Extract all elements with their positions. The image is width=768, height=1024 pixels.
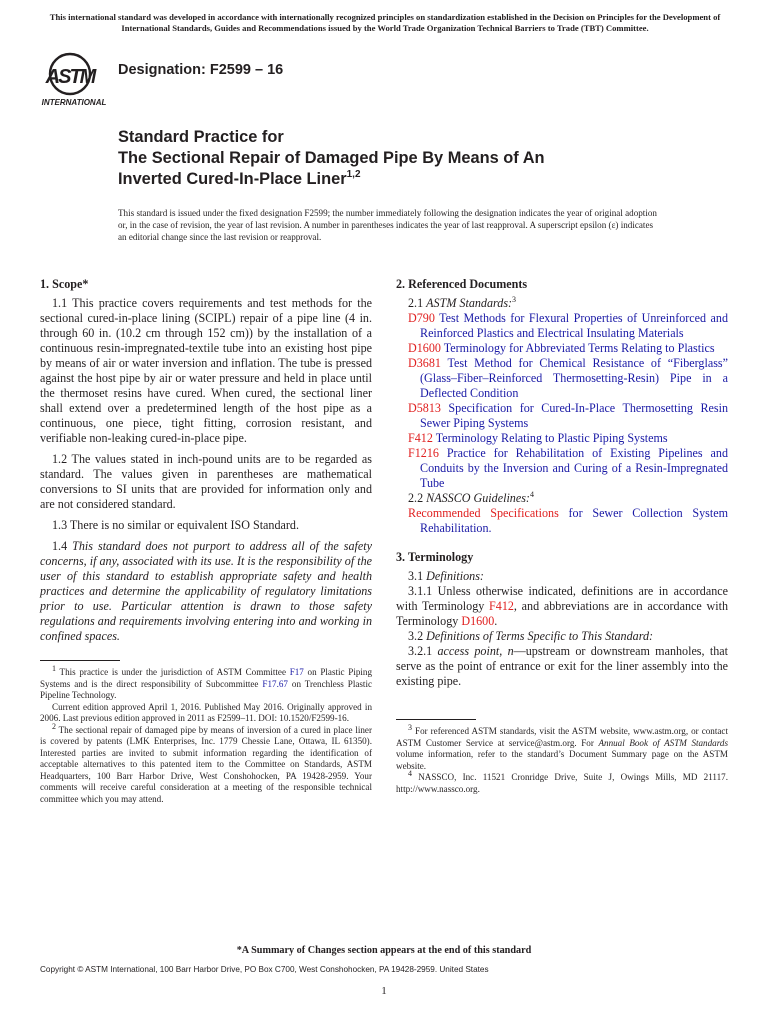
left-column: [40, 277, 372, 805]
scope-heading: 1. Scope*: [40, 277, 89, 291]
ref-nassco[interactable]: Recommended Specifications for Sewer Collection System Rehabilitation.: [408, 506, 728, 535]
footnotes-left: [40, 663, 373, 805]
scope-1-3: 1.3 There is no similar or equivalent ISO Standard.: [52, 518, 299, 532]
footnotes-right: [396, 722, 728, 795]
title-footnote-ref[interactable]: 1,2: [346, 169, 361, 180]
ref-d790[interactable]: D790 Test Methods for Flexural Properties of Unreinforced and Reinforced Plastics and Electrical Insulating Materials: [408, 311, 728, 340]
footnote-divider-right: [396, 719, 476, 720]
link-d1600[interactable]: D1600: [461, 614, 495, 628]
terminology-heading: 3. Terminology: [396, 550, 474, 564]
definitions-label: 3.1 Definitions:: [408, 569, 484, 583]
refdocs-heading: 2. Referenced Documents: [396, 277, 528, 291]
title-line-2: The Sectional Repair of Damaged Pipe By Means of An: [118, 149, 545, 167]
title-line-3: Inverted Cured-In-Place Liner$^{1,2}$: [118, 169, 361, 188]
footnote-1: $^1$ This practice is under the jurisdiction of ASTM Committee F17 on Plastic Piping Systems and is the direct responsibility of Subcommittee F17.67 on Trenchless Plastic Pipeline Technology.: [40, 663, 373, 700]
link-f412[interactable]: F412: [489, 599, 514, 613]
document-title: [118, 127, 545, 190]
footnote-4: $^4$ NASSCO, Inc. 11521 Cronridge Drive, Suite J, Owings Mills, MD 21117. http://www.nassco.org.: [396, 768, 728, 794]
svg-text:ASTM: ASTM: [45, 66, 95, 88]
ref-f412[interactable]: F412 Terminology Relating to Plastic Piping Systems: [408, 431, 668, 445]
footnote-divider: [40, 660, 120, 661]
footnote-2: $^2$ The sectional repair of damaged pipe by means of inversion of a cured in place liner is covered by patents (LMK Enterprises, Inc. 1779 Chessie Lane, Ottawa, IL 61350). Interested parties are invited to submit information regarding the identification of acceptable alternatives to this patented item to the Committee on Standards, ASTM Headquarters, 100 Barr Harbor Drive, West Conshohocken, PA 19428-2959. Your comments will receive careful consideration at a meeting of the responsible technical committee which you may attend.: [40, 721, 373, 804]
scope-1-1: 1.1 This practice covers requirements and test methods for the sectional cured-in-place lining (SCIPL) repair of a pipe line (4 in. through 60 in. (10.2 cm through 152 cm)) by the installation of a continuous resin-impregnated-textile tube into an existing host pipe by means of air or water inversion and inflation. The tube is pressed against the host pipe by air or water pressure and held in place until the thermoset resins have cured. When cured, the sectional liner shall extend over a predetermined length of the host pipe as a continuous, one piece, tight fitting, corrosion resistant, and verifiable non-leaking cured-in-place pipe.: [40, 296, 372, 445]
issuance-note: This standard is issued under the fixed designation F2599; the number immediately following the designation indicates the year of original adoption or, in the case of revision, the year of last revision. A number in parentheses indicates the year of last reapproval. A superscript epsilon (ε) indicates an editorial change since the last revision or reapproval.: [118, 208, 657, 242]
nassco-label: 2.2 NASSCO Guidelines:$^4$: [408, 489, 534, 505]
link-f17[interactable]: F17: [289, 667, 304, 677]
ref-d3681[interactable]: D3681 Test Method for Chemical Resistance of “Fiberglass” (Glass–Fiber–Reinforced Thermosetting-Resin) Pipe in a Deflected Condition: [408, 356, 728, 400]
copyright: Copyright © ASTM International, 100 Barr Harbor Drive, PO Box C700, West Conshohocken, PA 19428-2959. United States: [40, 965, 489, 974]
title-line-1: Standard Practice for: [118, 128, 284, 146]
ref-d1600[interactable]: D1600 Terminology for Abbreviated Terms Relating to Plastics: [408, 341, 715, 355]
summary-note: *A Summary of Changes section appears at the end of this standard: [236, 945, 532, 956]
astm-standards-label: 2.1 ASTM Standards:$^3$: [408, 294, 517, 310]
definition-3-1-1: 3.1.1 Unless otherwise indicated, definitions are in accordance with Terminology F412, and abbreviations are in accordance with Terminology D1600.: [396, 584, 728, 628]
definitions-specific-label: 3.2 Definitions of Terms Specific to This Standard:: [408, 629, 654, 643]
right-column: [396, 277, 728, 795]
ref-f1216[interactable]: F1216 Practice for Rehabilitation of Existing Pipelines and Conduits by the Inversion and Curing of a Resin-Impregnated Tube: [408, 446, 728, 490]
astm-logo: [40, 52, 114, 108]
wto-notice: This international standard was developed in accordance with internationally recognized principles on standardization established in the Decision on Principles for the Development of International Standards, Guides and Recommendations issued by the World Trade Organization Technical Barriers to Trade (TBT) Committee.: [49, 12, 721, 33]
footnote-1-current: Current edition approved April 1, 2016. Published May 2016. Originally approved in 2006. Last previous edition approved in 2011 as F2599–11. DOI: 10.1520/F2599-16.: [40, 701, 372, 723]
definition-access-point: 3.2.1 access point, n—upstream or downstream manholes, that serve as the point of entrance or exit for the liner assembly into the existing pipe.: [396, 644, 728, 688]
page-number: 1: [381, 985, 387, 997]
scope-1-4: 1.4 This standard does not purport to address all of the safety concerns, if any, associated with its use. It is the responsibility of the user of this standard to establish appropriate safety and health practices and determine the applicability of regulatory limitations prior to use. Particular attention is drawn to those safety regulations and requirements involving entering into and working in confined spaces.: [40, 539, 372, 643]
scope-1-2: 1.2 The values stated in inch-pound units are to be regarded as standard. The values given in parentheses are mathematical conversions to SI units that are provided for information only and are not considered standard.: [40, 452, 372, 511]
ref-d5813[interactable]: D5813 Specification for Cured-In-Place Thermosetting Resin Sewer Piping Systems: [408, 401, 729, 430]
designation: Designation: F2599 – 16: [118, 62, 284, 78]
footnote-3: $^3$ For referenced ASTM standards, visit the ASTM website, www.astm.org, or contact ASTM Customer Service at service@astm.org. For Annual Book of ASTM Standards volume information, refer to the standard’s Document Summary page on the ASTM website.: [396, 722, 728, 771]
svg-text:INTERNATIONAL: INTERNATIONAL: [41, 98, 107, 107]
link-f17-67[interactable]: F17.67: [262, 678, 288, 689]
